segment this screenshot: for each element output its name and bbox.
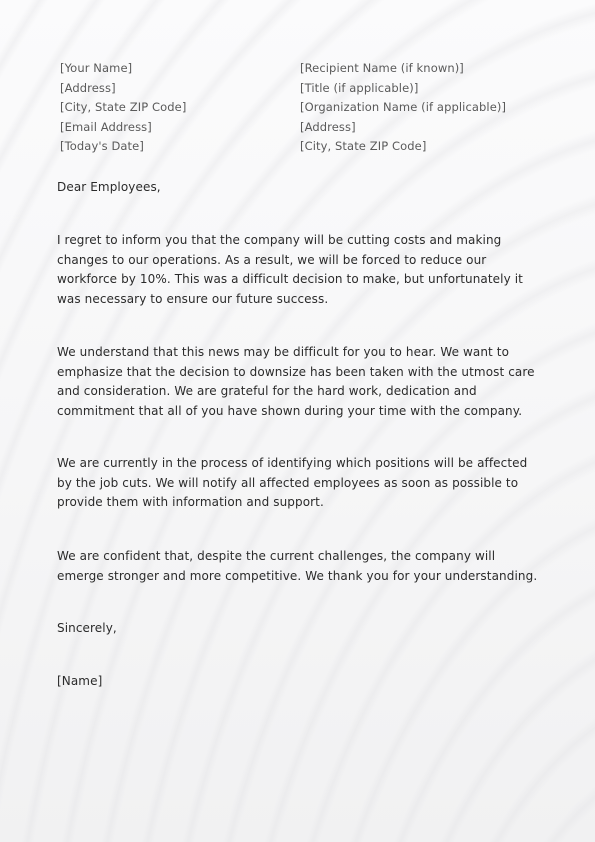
letter-signature: [Name] [57, 674, 103, 688]
letter-paragraph-4: We are confident that, despite the current challenges, the company will emerge stronger and more competitive. We thank you for your understanding. [57, 549, 538, 583]
letter-paragraph-2: We understand that this news may be difficult for you to hear. We want to emphasize that the decision to downsize has been taken with the utmost care and consideration. We are grateful for the hard work, dedication and commitment that all of you have shown during your time with the company. [57, 345, 535, 418]
letter-closing: Sincerely, [57, 621, 117, 635]
letter-paragraph-1: I regret to inform you that the company will be cutting costs and making changes to our operations. As a result, we will be forced to reduce our workforce by 10%. This was a difficult decision to make, but unfortunately it was necessary to ensure our future success. [57, 233, 523, 306]
letter-greeting: Dear Employees, [57, 180, 161, 194]
sender-email: [Email Address] [60, 119, 152, 134]
sender-city: [City, State ZIP Code] [60, 100, 187, 114]
letter-paragraph-3: We are currently in the process of identifying which positions will be affected by the job cuts. We will notify all affected employees as soon as possible to provide them with information and support. [57, 456, 528, 509]
sender-date: [Today's Date] [60, 139, 144, 153]
recipient-address: [Address] [300, 119, 356, 134]
recipient-organization: [Organization Name (if applicable)] [300, 100, 507, 114]
recipient-title: [Title (if applicable)] [300, 80, 419, 95]
sender-address: [Address] [60, 80, 116, 95]
sender-name: [Your Name] [60, 61, 133, 75]
sender-address-block [60, 59, 280, 157]
recipient-city: [City, State ZIP Code] [300, 139, 427, 153]
recipient-name: [Recipient Name (if known)] [300, 61, 464, 75]
recipient-address-block [300, 59, 560, 157]
